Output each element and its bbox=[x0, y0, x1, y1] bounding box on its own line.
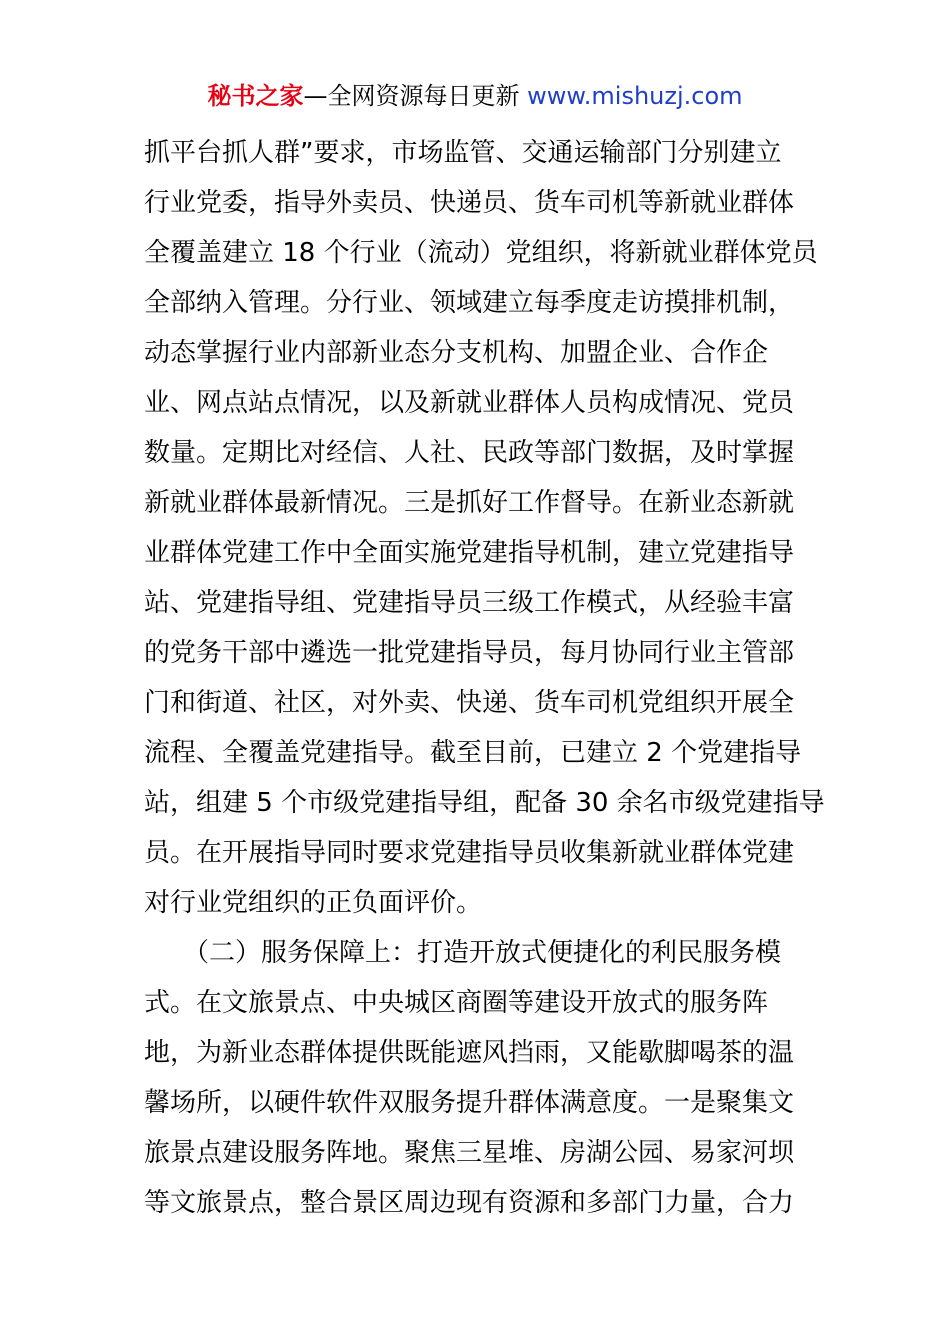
text-line: 站、党建指导组、党建指导员三级工作模式，从经验丰富 bbox=[144, 588, 795, 618]
text-line: 式。在文旅景点、中央城区商圈等建设开放式的服务阵 bbox=[144, 988, 769, 1018]
text-line: 行业党委，指导外卖员、快递员、货车司机等新就业群体 bbox=[144, 188, 795, 218]
text-line: 的党务干部中遴选一批党建指导员，每月协同行业主管部 bbox=[144, 638, 795, 668]
text-line: 新就业群体最新情况。三是抓好工作督导。在新业态新就 bbox=[144, 488, 795, 518]
text-line: 流程、全覆盖党建指导。截至目前，已建立 2 个党建指导 bbox=[144, 738, 802, 768]
text-line: （二）服务保障上：打造开放式便捷化的利民服务模 bbox=[144, 938, 782, 968]
text-line: 等文旅景点，整合景区周边现有资源和多部门力量，合力 bbox=[144, 1188, 795, 1218]
text-line: 动态掌握行业内部新业态分支机构、加盟企业、合作企 bbox=[144, 338, 769, 368]
site-url: www.mishuzj.com bbox=[527, 82, 743, 110]
text-line: 全部纳入管理。分行业、领域建立每季度走访摸排机制， bbox=[144, 288, 795, 318]
text-line: 站，组建 5 个市级党建指导组，配备 30 余名市级党建指导 bbox=[144, 788, 825, 818]
page-header bbox=[0, 80, 950, 112]
text-line: 业群体党建工作中全面实施党建指导机制，建立党建指导 bbox=[144, 538, 795, 568]
text-line: 门和街道、社区，对外卖、快递、货车司机党组织开展全 bbox=[144, 688, 795, 718]
document-body bbox=[144, 128, 825, 1228]
text-line: 员。在开展指导同时要求党建指导员收集新就业群体党建 bbox=[144, 838, 795, 868]
text-line: 抓平台抓人群”要求，市场监管、交通运输部门分别建立 bbox=[144, 138, 782, 168]
text-line: 数量。定期比对经信、人社、民政等部门数据，及时掌握 bbox=[144, 438, 795, 468]
header-tagline: —全网资源每日更新 bbox=[303, 82, 528, 110]
brand-name: 秘书之家 bbox=[207, 82, 304, 110]
text-line: 对行业党组织的正负面评价。 bbox=[144, 888, 483, 918]
text-line: 旅景点建设服务阵地。聚焦三星堆、房湖公园、易家河坝 bbox=[144, 1138, 795, 1168]
text-line: 地，为新业态群体提供既能遮风挡雨，又能歇脚喝茶的温 bbox=[144, 1038, 795, 1068]
text-line: 全覆盖建立 18 个行业（流动）党组织，将新就业群体党员 bbox=[144, 238, 818, 268]
text-line: 馨场所，以硬件软件双服务提升群体满意度。一是聚集文 bbox=[144, 1088, 795, 1118]
text-line: 业、网点站点情况，以及新就业群体人员构成情况、党员 bbox=[144, 388, 795, 418]
